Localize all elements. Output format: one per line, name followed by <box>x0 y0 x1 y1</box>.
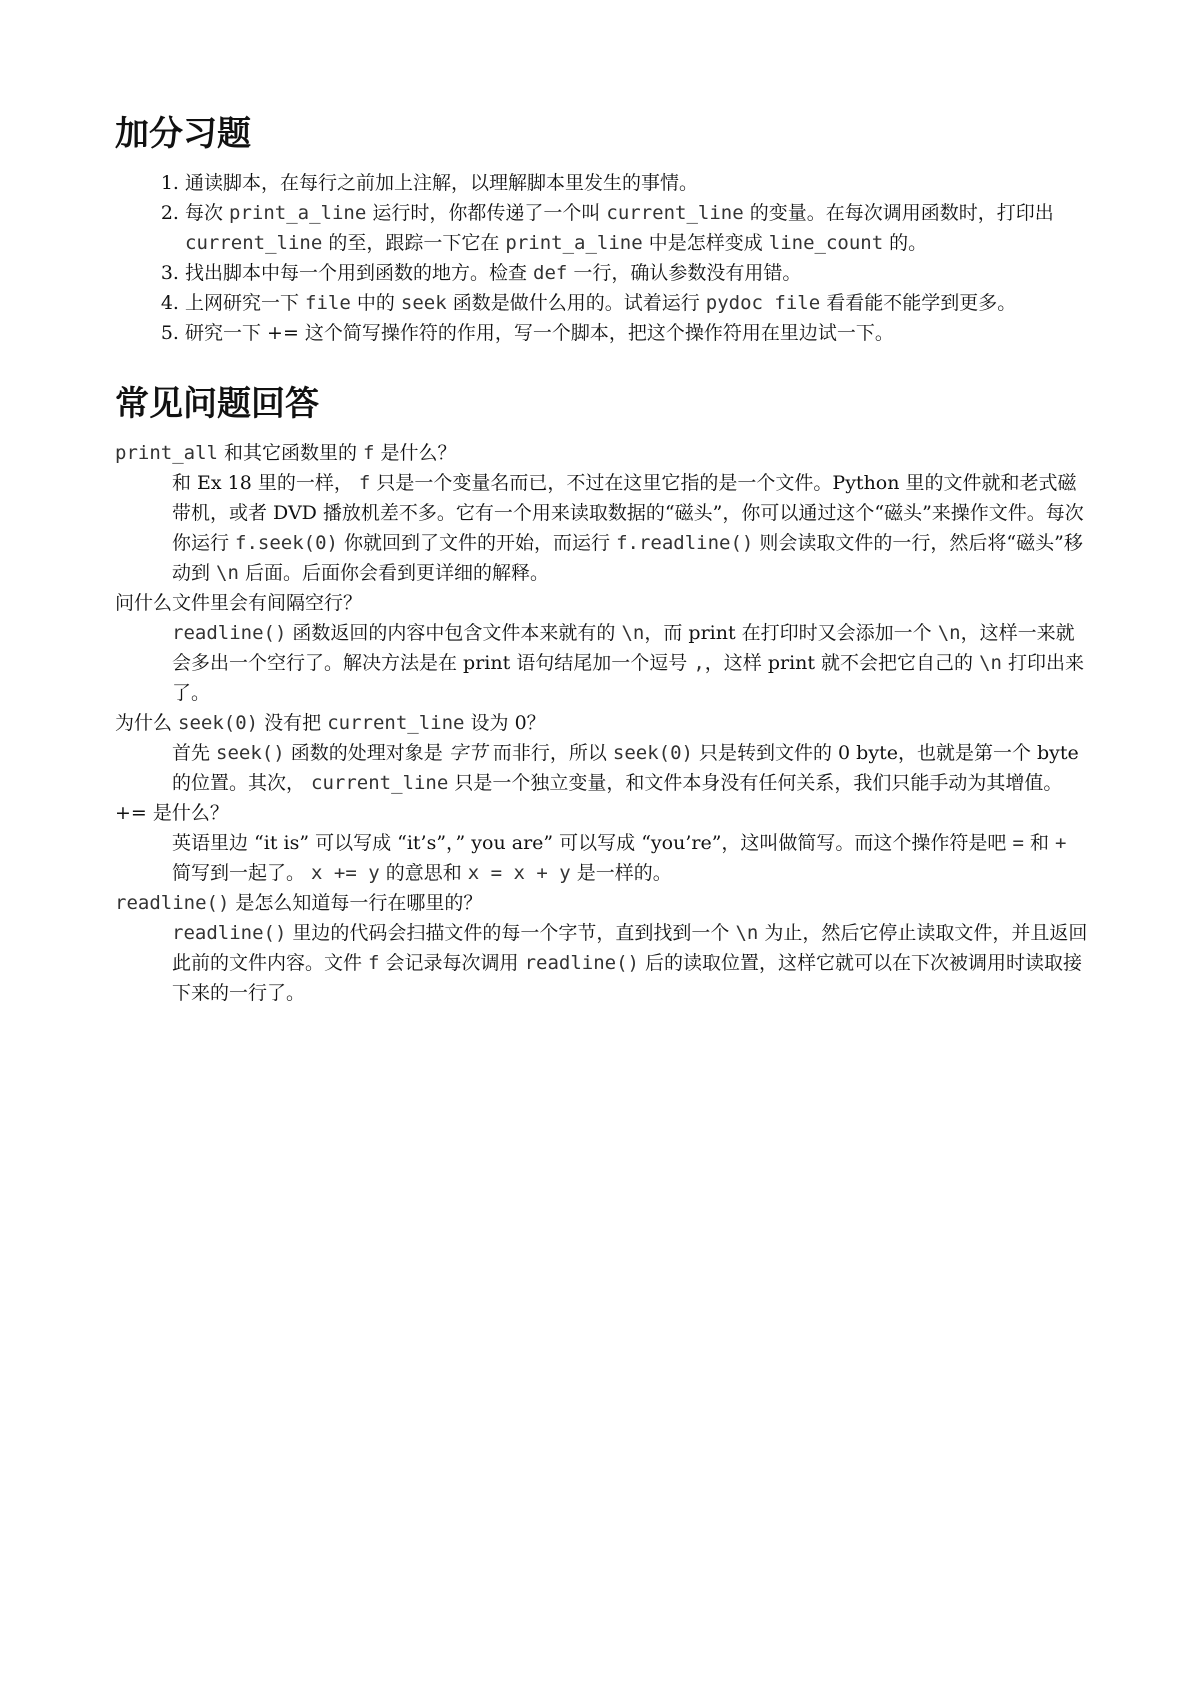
list-item: 3. 找出脚本中每一个用到函数的地方。检查 def 一行，确认参数没有用错。 <box>185 258 1090 288</box>
exercise-list <box>115 168 1090 348</box>
section-title-faq: 常见问题回答 <box>115 384 319 424</box>
list-item: 2. 每次 print_a_line 运行时，你都传递了一个叫 current_line 的变量。在每次调用函数时，打印出 current_line 的至，跟踪一下它在 print_a_line 中是怎样变成 line_count 的。 <box>185 198 1090 258</box>
list-item: 1. 通读脚本，在每行之前加上注解，以理解脚本里发生的事情。 <box>185 168 1090 198</box>
list-item: 4. 上网研究一下 file 中的 seek 函数是做什么用的。试着运行 pydoc file 看看能不能学到更多。 <box>185 288 1090 318</box>
faq-answer: readline() 里边的代码会扫描文件的每一个字节，直到找到一个 \n 为止，然后它停止读取文件，并且返回此前的文件内容。文件 f 会记录每次调用 readline() 后的读取位置，这样它就可以在下次被调用时读取接下来的一行了。 <box>172 922 1088 1004</box>
inline-code: line_count <box>768 232 884 254</box>
inline-code: def <box>533 262 568 284</box>
page-content <box>115 110 1090 1008</box>
inline-code: print_a_line <box>505 232 643 254</box>
inline-code: current_line <box>185 232 323 254</box>
faq-question: += 是什么？ <box>115 802 229 824</box>
section-title-exercises: 加分习题 <box>115 114 251 154</box>
faq-question: print_all 和其它函数里的 f 是什么？ <box>115 442 457 464</box>
faq-question: 为什么 seek(0) 没有把 current_line 设为 0？ <box>115 712 546 734</box>
inline-code: pydoc file <box>705 292 821 314</box>
faq-answer: 首先 seek() 函数的处理对象是 字节 而非行，所以 seek(0) 只是转到文件的 0 byte，也就是第一个 byte 的位置。其次， current_line 只是一个独立变量，和文件本身没有任何关系，我们只能手动为其增值。 <box>172 742 1079 794</box>
inline-code: seek <box>400 292 447 314</box>
inline-code: print_a_line <box>229 202 367 224</box>
inline-code: file <box>305 292 351 314</box>
faq-question: 问什么文件里会有间隔空行？ <box>115 592 363 614</box>
faq-answer: 英语里边 “it is” 可以写成 “it’s”，” you are” 可以写成 “you’re”，这叫做简写。而这个操作符是吧 = 和 + 简写到一起了。 x += y 的意思和 x = x + y 是一样的。 <box>172 832 1067 884</box>
faq-question: readline() 是怎么知道每一行在哪里的？ <box>115 892 483 914</box>
faq-answer: readline() 函数返回的内容中包含文件本来就有的 \n，而 print 在打印时又会添加一个 \n，这样一来就会多出一个空行了。解决方法是在 print 语句结尾加一个逗号 ,，这样 print 就不会把它自己的 \n 打印出来了。 <box>172 622 1085 704</box>
faq-answer: 和 Ex 18 里的一样， f 只是一个变量名而已，不过在这里它指的是一个文件。Python 里的文件就和老式磁带机，或者 DVD 播放机差不多。它有一个用来读取数据的“磁头”，你可以通过这个“磁头”来操作文件。每次你运行 f.seek(0) 你就回到了文件的开始，而运行 f.readline() 则会读取文件的一行，然后将“磁头”移动到 \n 后面。后面你会看到更详细的解释。 <box>172 472 1084 584</box>
inline-code: current_line <box>606 202 744 224</box>
list-item: 5. 研究一下 += 这个简写操作符的作用，写一个脚本，把这个操作符用在里边试一下。 <box>185 318 1090 348</box>
faq-list <box>115 438 1090 1008</box>
